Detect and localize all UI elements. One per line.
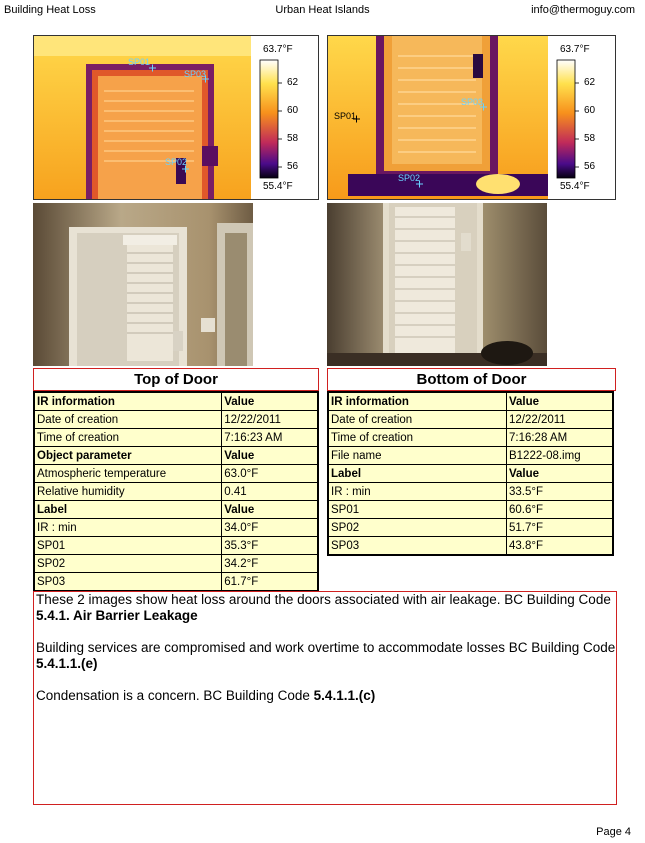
top-table-label-cell: Relative humidity: [34, 483, 222, 501]
bottom-table-value-cell: Value: [506, 465, 613, 483]
top-table-value-cell: Value: [222, 501, 318, 519]
top-table-value-cell: 0.41: [222, 483, 318, 501]
bottom-table-row: [328, 483, 613, 501]
bottom-table-label-cell: IR : min: [328, 483, 506, 501]
top-table-row: [34, 465, 318, 483]
scale-tick-60: 60: [287, 105, 299, 116]
photo-top-of-door: [33, 203, 253, 366]
top-table-row: [34, 392, 318, 411]
scale-tick-56: 56: [287, 161, 299, 172]
thermal-image-bottom-of-door: [327, 35, 616, 200]
top-table-label-cell: Atmospheric temperature: [34, 465, 222, 483]
bottom-table-row: [328, 465, 613, 483]
bottom-table-value-cell: 51.7°F: [506, 519, 613, 537]
top-table-row: [34, 573, 318, 592]
top-table-label-cell: Object parameter: [34, 447, 222, 465]
note-2-text: Building services are compromised and work overtime to accommodate losses BC Building Code: [36, 640, 616, 655]
bottom-table-label-cell: Label: [328, 465, 506, 483]
ir-table-top-of-door: [33, 391, 319, 592]
bottom-table-value-cell: Value: [506, 392, 613, 411]
top-table-label-cell: IR : min: [34, 519, 222, 537]
top-table-value-cell: 35.3°F: [222, 537, 318, 555]
bottom-table-label-cell: SP01: [328, 501, 506, 519]
note-1-code: 5.4.1. Air Barrier Leakage: [36, 608, 198, 623]
top-table-value-cell: 61.7°F: [222, 573, 318, 592]
bottom-table-label-cell: IR information: [328, 392, 506, 411]
bottom-table-row: [328, 411, 613, 429]
section-title-top-of-door: Top of Door: [33, 368, 319, 391]
top-table-label-cell: IR information: [34, 392, 222, 411]
ir-table-bottom-of-door: [327, 391, 614, 556]
top-table-value-cell: 7:16:23 AM: [222, 429, 318, 447]
note-air-barrier: [36, 592, 616, 624]
top-table-value-cell: 34.2°F: [222, 555, 318, 573]
bottom-table-row: [328, 537, 613, 556]
sp02-label-right: SP02: [398, 173, 421, 183]
sp01-label: SP01: [128, 57, 151, 67]
top-table-value-cell: 63.0°F: [222, 465, 318, 483]
top-table-value-cell: 34.0°F: [222, 519, 318, 537]
scale-max-label: 63.7°F: [263, 44, 293, 55]
bottom-table-row: [328, 519, 613, 537]
scale-min-label: 55.4°F: [263, 181, 293, 192]
bottom-table-label-cell: SP02: [328, 519, 506, 537]
top-table-value-cell: Value: [222, 447, 318, 465]
bottom-table-row: [328, 392, 613, 411]
note-condensation: [36, 688, 616, 704]
note-2-code: 5.4.1.1.(e): [36, 656, 98, 671]
scale-min-label-right: 55.4°F: [560, 181, 590, 192]
top-table-row: [34, 537, 318, 555]
top-table-row: [34, 483, 318, 501]
bottom-table-row: [328, 447, 613, 465]
note-building-services: [36, 640, 616, 672]
sp01-label-right: SP01: [334, 111, 357, 121]
bottom-table-label-cell: File name: [328, 447, 506, 465]
sp03-label: SP03: [184, 69, 207, 79]
note-3-text: Condensation is a concern. BC Building Code: [36, 688, 314, 703]
bottom-table-row: [328, 501, 613, 519]
bottom-table-value-cell: 7:16:28 AM: [506, 429, 613, 447]
top-table-label-cell: SP03: [34, 573, 222, 592]
top-table-label-cell: Time of creation: [34, 429, 222, 447]
bottom-table-label-cell: SP03: [328, 537, 506, 556]
thermal-image-top-of-door: [33, 35, 319, 200]
top-table-label-cell: SP02: [34, 555, 222, 573]
bottom-table-value-cell: 12/22/2011: [506, 411, 613, 429]
section-title-bottom-of-door: Bottom of Door: [327, 368, 616, 391]
top-table-value-cell: 12/22/2011: [222, 411, 318, 429]
top-table-row: [34, 411, 318, 429]
bottom-table-value-cell: 60.6°F: [506, 501, 613, 519]
scale-max-label-right: 63.7°F: [560, 44, 590, 55]
bottom-table-label-cell: Time of creation: [328, 429, 506, 447]
top-table-label-cell: Date of creation: [34, 411, 222, 429]
scale-tick-62: 62: [287, 77, 299, 88]
top-table-row: [34, 555, 318, 573]
bottom-table-value-cell: B1222-08.img: [506, 447, 613, 465]
bottom-table-row: [328, 429, 613, 447]
header-center: Urban Heat Islands: [275, 4, 370, 16]
top-table-row: [34, 447, 318, 465]
notes-box: [33, 591, 617, 805]
note-1-text: These 2 images show heat loss around the doors associated with air leakage. BC Building Code: [36, 592, 611, 607]
bottom-table-label-cell: Date of creation: [328, 411, 506, 429]
header-right: info@thermoguy.com: [531, 4, 635, 16]
scale-tick-56-right: 56: [584, 161, 596, 172]
top-table-value-cell: Value: [222, 392, 318, 411]
header-left: Building Heat Loss: [4, 4, 96, 16]
bottom-table-value-cell: 43.8°F: [506, 537, 613, 556]
top-table-label-cell: SP01: [34, 537, 222, 555]
scale-tick-58: 58: [287, 133, 299, 144]
scale-tick-62-right: 62: [584, 77, 596, 88]
top-table-row: [34, 501, 318, 519]
scale-tick-58-right: 58: [584, 133, 596, 144]
scale-tick-60-right: 60: [584, 105, 596, 116]
sp02-label: SP02: [165, 157, 188, 167]
photo-bottom-of-door: [327, 203, 547, 366]
top-table-row: [34, 519, 318, 537]
page-number: Page 4: [596, 826, 631, 838]
top-table-label-cell: Label: [34, 501, 222, 519]
note-3-code: 5.4.1.1.(c): [313, 688, 376, 703]
bottom-table-value-cell: 33.5°F: [506, 483, 613, 501]
top-table-row: [34, 429, 318, 447]
sp03-label-right: SP03: [461, 97, 484, 107]
